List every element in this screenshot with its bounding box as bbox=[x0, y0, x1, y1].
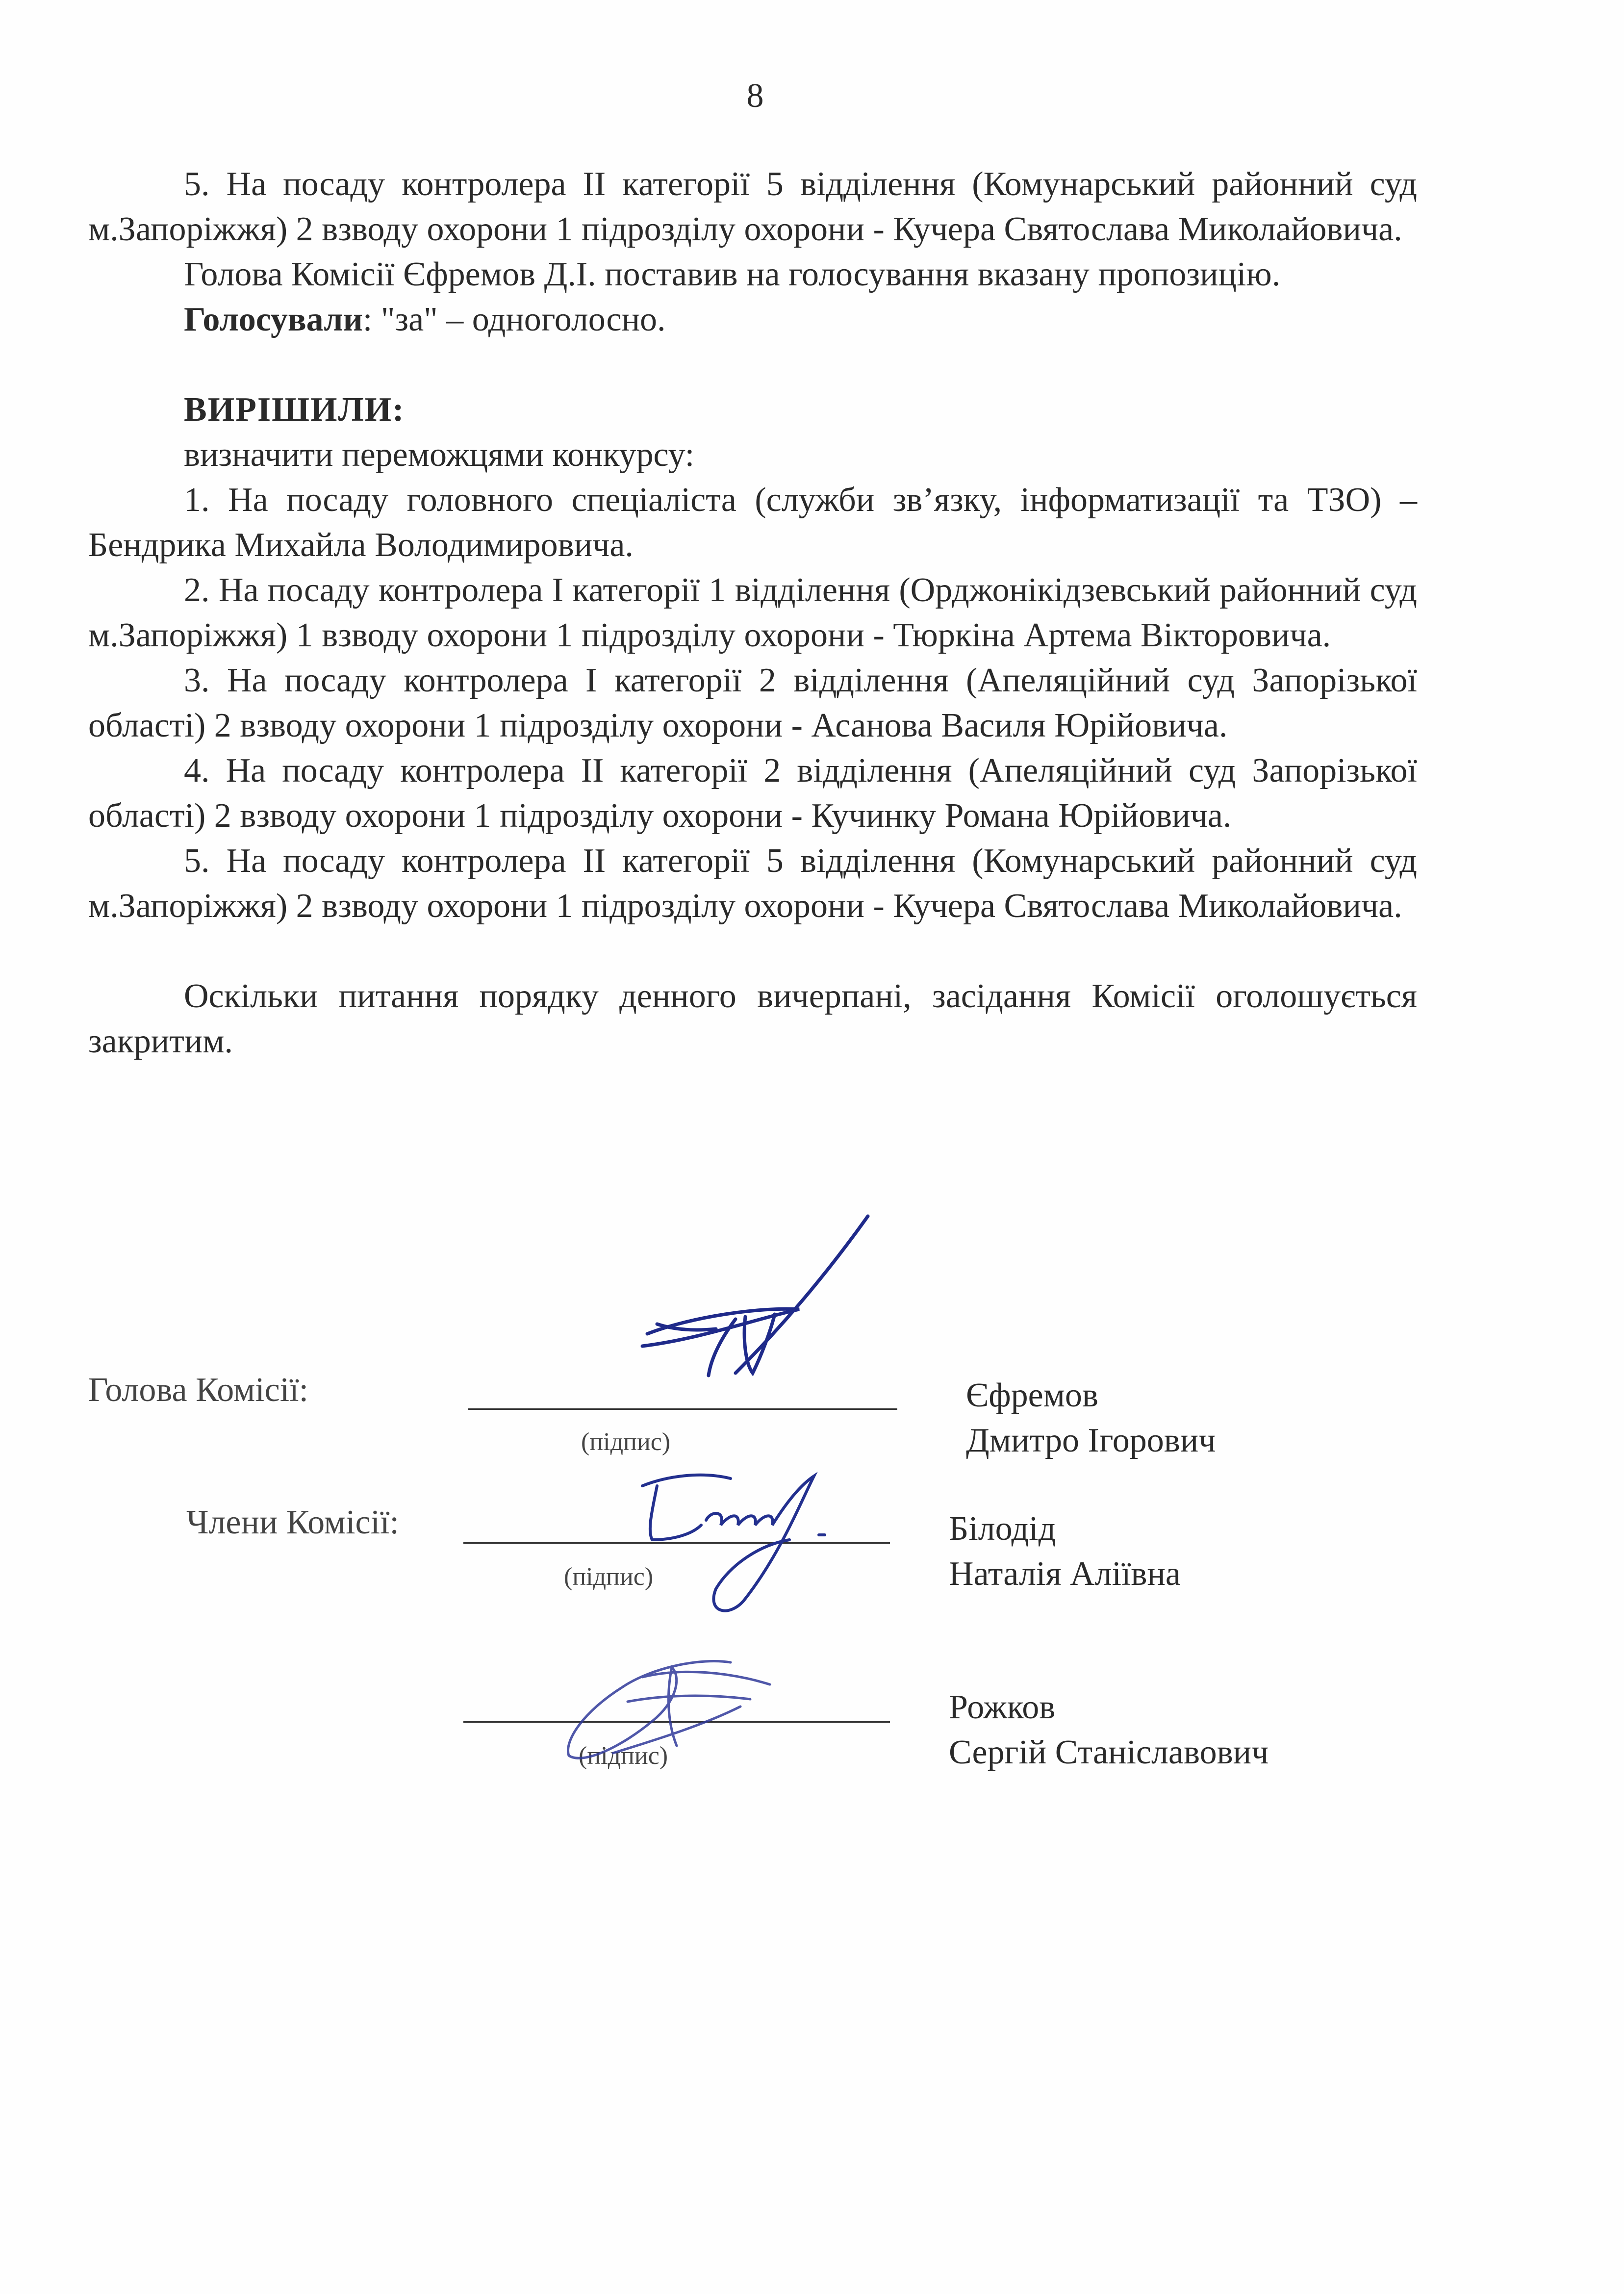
member1-given-name: Наталія Аліївна bbox=[949, 1555, 1181, 1593]
vote-text: : "за" – одноголосно. bbox=[362, 301, 666, 338]
decision-item: 5. На посаду контролера ІІ категорії 5 відділення (Комунарський районний суд м.Запоріжжя) 2 взводу охорони 1 підрозділу охорони - Кучера Святослава Миколайовича. bbox=[88, 842, 1417, 925]
spacer bbox=[88, 929, 1417, 974]
page-number: 8 bbox=[746, 77, 764, 115]
member2-given-name: Сергій Станіславович bbox=[949, 1733, 1269, 1771]
member1-signature-caption: (підпис) bbox=[564, 1563, 654, 1591]
decision-intro: визначити переможцями конкурсу: bbox=[184, 436, 695, 474]
chair-signature-caption: (підпис) bbox=[581, 1428, 671, 1456]
chair-surname: Єфремов bbox=[966, 1376, 1098, 1414]
decision-heading: ВИРІШИЛИ: bbox=[184, 391, 405, 429]
chair-signature-image bbox=[613, 1211, 888, 1398]
decision-item: 3. На посаду контролера І категорії 2 відділення (Апеляційний суд Запорізької області) 2 взводу охорони 1 підрозділу охорони - Асанова Василя Юрійовича. bbox=[88, 662, 1417, 744]
member2-surname: Рожков bbox=[949, 1688, 1056, 1726]
spacer bbox=[88, 342, 1417, 387]
closing-paragraph: Оскільки питання порядку денного вичерпані, засідання Комісії оголошується закритим. bbox=[88, 977, 1417, 1060]
vote-label: Голосували bbox=[184, 301, 363, 338]
member2-signature-caption: (підпис) bbox=[579, 1742, 668, 1770]
decision-item: 1. На посаду головного спеціаліста (служби зв’язку, інформатизації та ТЗО) – Бендрика Михайла Володимировича. bbox=[88, 481, 1417, 564]
decision-item: 4. На посаду контролера ІІ категорії 2 відділення (Апеляційний суд Запорізької області) 2 взводу охорони 1 підрозділу охорони - Кучинку Романа Юрійовича. bbox=[88, 752, 1417, 835]
chair-given-name: Дмитро Ігорович bbox=[966, 1422, 1216, 1459]
vote-result bbox=[88, 297, 1417, 342]
decision-item: 2. На посаду контролера І категорії 1 відділення (Орджонікідзевський районний суд м.Запоріжжя) 1 взводу охорони 1 підрозділу охорони - Тюркіна Артема Вікторовича. bbox=[88, 571, 1417, 654]
paragraph-item-5-prior: 5. На посаду контролера II категорії 5 відділення (Комунарський районний суд м.Запоріжжя) 2 взводу охорони 1 підрозділу охорони - Кучера Святослава Миколайовича. bbox=[88, 165, 1417, 248]
chair-label: Голова Комісії: bbox=[88, 1371, 309, 1409]
member1-surname: Білодід bbox=[949, 1510, 1056, 1548]
members-label: Члени Комісії: bbox=[186, 1504, 399, 1541]
member2-signature-image bbox=[554, 1648, 809, 1775]
document-body bbox=[88, 162, 1417, 1064]
paragraph-vote-proposal: Голова Комісії Єфремов Д.І. поставив на голосування вказану пропозицію. bbox=[184, 255, 1281, 293]
chair-signature-line bbox=[468, 1408, 897, 1410]
member1-signature-image bbox=[633, 1466, 863, 1623]
